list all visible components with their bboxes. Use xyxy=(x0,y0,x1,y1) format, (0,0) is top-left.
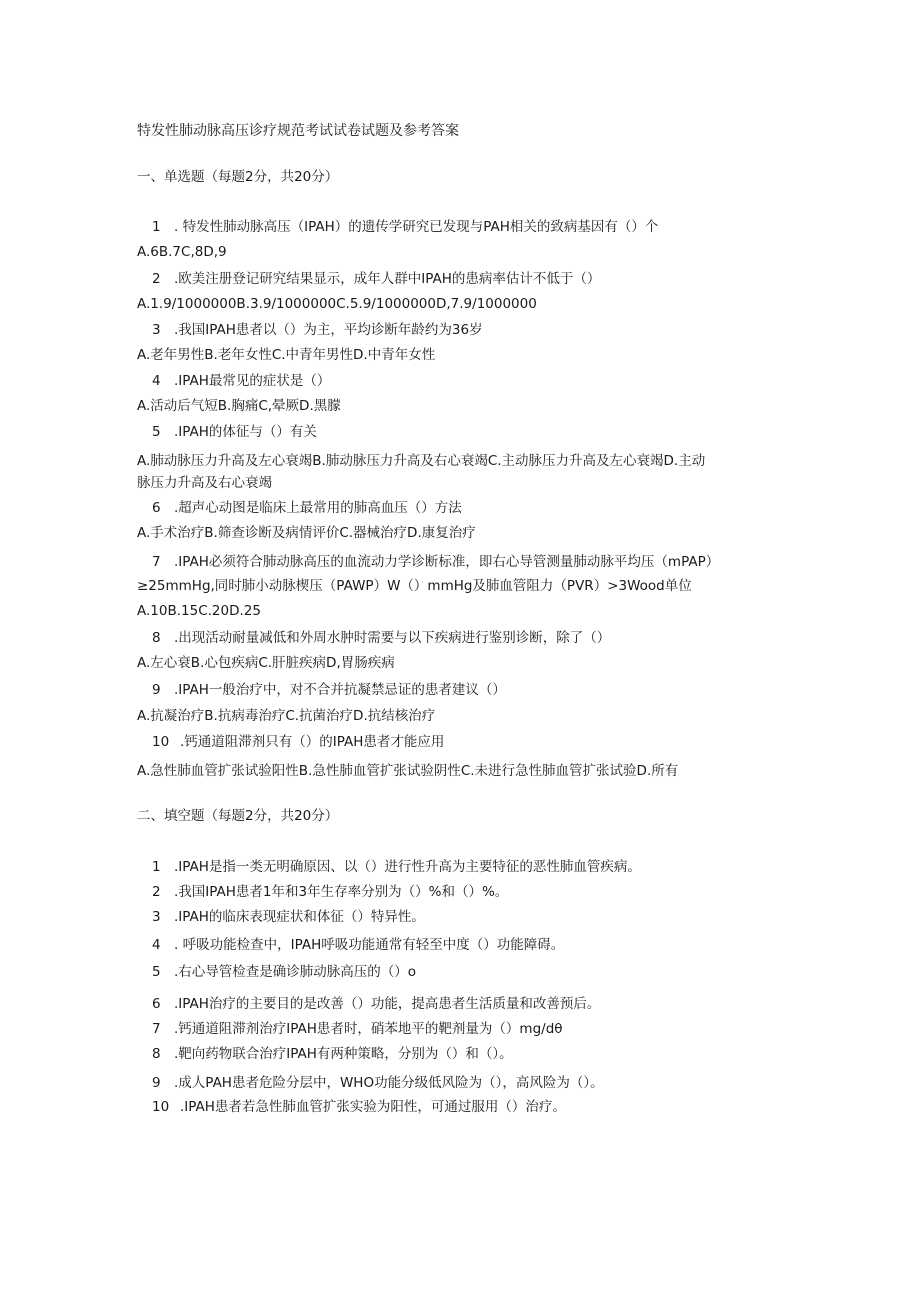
question-5-options-continued: 脉压力升高及右心衰竭 xyxy=(137,475,272,491)
question-5-options: A.肺动脉压力升高及左心衰竭B.肺动脉压力升高及右心衰竭C.主动脉压力升高及左心衰竭D.主动 xyxy=(137,453,706,469)
fill-question-3: 3 .IPAH的临床表现症状和体征（）特异性。 xyxy=(152,909,425,925)
question-8: 8 .出现活动耐量减低和外周水肿时需要与以下疾病进行鉴别诊断，除了（） xyxy=(152,630,611,646)
question-9: 9 .IPAH一般治疗中，对不合并抗凝禁忌证的患者建议（） xyxy=(152,682,506,698)
section-heading-single-choice: 一、单选题（每题2分，共20分） xyxy=(137,169,339,185)
question-7-continued: ≥25mmHg,同时肺小动脉楔压（PAWP）W（）mmHg及肺血管阻力（PVR）>3Wood单位 xyxy=(137,578,692,594)
fill-question-4: 4 . 呼吸功能检查中，IPAH呼吸功能通常有轻至中度（）功能障碍。 xyxy=(152,937,565,953)
question-2: 2 .欧美注册登记研究结果显示，成年人群中IPAH的患病率估计不低于（） xyxy=(152,271,601,287)
question-4-options: A.活动后气短B.胸痛C,晕厥D.黑朦 xyxy=(137,398,341,414)
question-9-options: A.抗凝治疗B.抗病毒治疗C.抗菌治疗D.抗结核治疗 xyxy=(137,708,436,724)
question-3-options: A.老年男性B.老年女性C.中青年男性D.中青年女性 xyxy=(137,347,436,363)
question-6: 6 .超声心动图是临床上最常用的肺高血压（）方法 xyxy=(152,500,462,516)
fill-question-2: 2 .我国IPAH患者1年和3年生存率分别为（）%和（）%。 xyxy=(152,884,509,900)
question-7-options: A.10B.15C.20D.25 xyxy=(137,603,261,619)
fill-question-7: 7 .钙通道阻滞剂治疗IPAH患者时，硝苯地平的靶剂量为（）mg∕dθ xyxy=(152,1021,563,1037)
question-2-options: A.1.9/1000000B.3.9/1000000C.5.9/1000000D,7.9/1000000 xyxy=(137,296,537,312)
fill-question-8: 8 .靶向药物联合治疗IPAH有两种策略，分别为（）和（）。 xyxy=(152,1046,513,1062)
question-4: 4 .IPAH最常见的症状是（） xyxy=(152,373,331,389)
question-1: 1 . 特发性肺动脉高压（IPAH）的遗传学研究已发现与PAH相关的致病基因有（）个 xyxy=(152,219,659,235)
fill-question-6: 6 .IPAH治疗的主要目的是改善（）功能，提高患者生活质量和改善预后。 xyxy=(152,996,601,1012)
document-title: 特发性肺动脉高压诊疗规范考试试卷试题及参考答案 xyxy=(137,123,459,139)
section-heading-fill-blank: 二、填空题（每题2分，共20分） xyxy=(137,808,339,824)
fill-question-5: 5 .右心导管检查是确诊肺动脉高压的（）o xyxy=(152,964,417,980)
question-10: 10 .钙通道阻滞剂只有（）的IPAH患者才能应用 xyxy=(152,734,445,750)
question-7: 7 .IPAH必须符合肺动脉高压的血流动力学诊断标准，即右心导管测量肺动脉平均压（mPAP） xyxy=(152,554,720,570)
question-5: 5 .IPAH的体征与（）有关 xyxy=(152,424,317,440)
question-6-options: A.手术治疗B.筛查诊断及病情评价C.器械治疗D.康复治疗 xyxy=(137,525,476,541)
question-10-options: A.急性肺血管扩张试验阳性B.急性肺血管扩张试验阴性C.未进行急性肺血管扩张试验D.所有 xyxy=(137,763,679,779)
fill-question-1: 1 .IPAH是指一类无明确原因、以（）进行性升高为主要特征的恶性肺血管疾病。 xyxy=(152,859,641,875)
fill-question-10: 10 .IPAH患者若急性肺血管扩张实验为阳性，可通过服用（）治疗。 xyxy=(152,1099,566,1115)
fill-question-9: 9 .成人PAH患者危险分层中，WHO功能分级低风险为（），高风险为（）。 xyxy=(152,1075,604,1091)
question-8-options: A.左心衰B.心包疾病C.肝脏疾病D,胃肠疾病 xyxy=(137,655,395,671)
question-1-options: A.6B.7C,8D,9 xyxy=(137,244,227,260)
question-3: 3 .我国IPAH患者以（）为主，平均诊断年龄约为36岁 xyxy=(152,322,483,338)
